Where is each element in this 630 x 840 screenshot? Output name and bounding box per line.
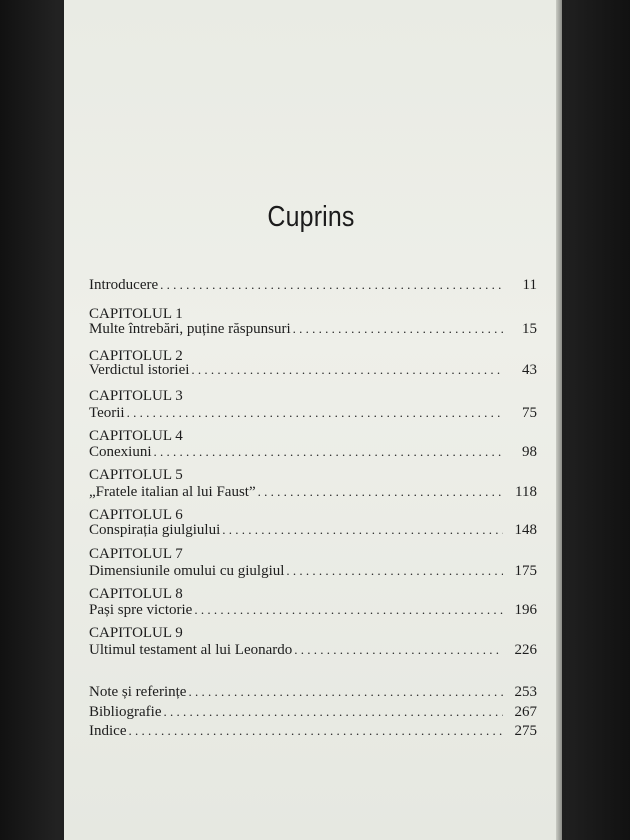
toc-page-number: 118 xyxy=(515,484,537,500)
toc-entry-chapter xyxy=(89,562,537,580)
toc-entry-label: Bibliografie xyxy=(89,704,162,720)
chapter-heading: CAPITOLUL 8 xyxy=(89,586,183,602)
toc-entry-bibliography xyxy=(89,703,537,721)
toc-page-number: 75 xyxy=(522,405,537,421)
leader-dots xyxy=(191,361,503,379)
toc-entry-label: Conspirația giulgiului xyxy=(89,522,221,538)
chapter-heading: CAPITOLUL 6 xyxy=(89,507,183,523)
toc-entry-chapter xyxy=(89,601,537,619)
leader-dots xyxy=(294,641,503,659)
toc-entry-chapter xyxy=(89,641,537,659)
leader-dots xyxy=(188,683,503,701)
toc-entry-label: Verdictul istoriei xyxy=(89,362,190,378)
toc-entry-label: Conexiuni xyxy=(89,444,152,460)
chapter-heading: CAPITOLUL 2 xyxy=(89,348,183,364)
toc-page-number: 15 xyxy=(522,321,537,337)
toc-entry-label: Multe întrebări, puține răspunsuri xyxy=(89,321,291,337)
toc-page-number: 148 xyxy=(514,522,537,538)
toc-entry-chapter xyxy=(89,443,537,461)
page-title: Cuprins xyxy=(267,201,355,233)
toc-entry-label: Note și referințe xyxy=(89,684,187,700)
toc-entry-notes xyxy=(89,683,537,701)
toc-entry-label: Pași spre victorie xyxy=(89,602,193,618)
toc-entry-chapter xyxy=(89,521,537,539)
toc-entry-chapter xyxy=(89,320,537,338)
toc-page-number: 275 xyxy=(514,723,537,739)
leader-dots xyxy=(286,562,503,580)
toc-page-number: 196 xyxy=(514,602,537,618)
chapter-heading: CAPITOLUL 9 xyxy=(89,625,183,641)
chapter-heading: CAPITOLUL 3 xyxy=(89,388,183,404)
toc-page-number: 267 xyxy=(514,704,537,720)
toc-entry-label: Ultimul testament al lui Leonardo xyxy=(89,642,293,658)
toc-page-number: 226 xyxy=(514,642,537,658)
page-edge xyxy=(556,0,562,840)
leader-dots xyxy=(154,443,504,461)
toc-entry-index xyxy=(89,722,537,740)
toc-page-number: 175 xyxy=(514,563,537,579)
toc-page-number: 11 xyxy=(522,277,537,293)
toc-entry-label: Introducere xyxy=(89,277,159,293)
chapter-heading: CAPITOLUL 1 xyxy=(89,306,183,322)
leader-dots xyxy=(222,521,503,539)
chapter-heading: CAPITOLUL 5 xyxy=(89,467,183,483)
chapter-heading: CAPITOLUL 4 xyxy=(89,428,183,444)
toc-entry-chapter xyxy=(89,404,537,422)
toc-entry-label: Indice xyxy=(89,723,127,739)
toc-entry-label: „Fratele italian al lui Faust” xyxy=(89,484,256,500)
toc-entry-label: Teorii xyxy=(89,405,125,421)
leader-dots xyxy=(293,320,503,338)
leader-dots xyxy=(128,722,503,740)
toc-entry-chapter xyxy=(89,483,537,501)
leader-dots xyxy=(127,404,503,422)
toc-entry-label: Dimensiunile omului cu giulgiul xyxy=(89,563,285,579)
book-page xyxy=(64,0,558,840)
toc-page-number: 253 xyxy=(514,684,537,700)
toc-entry-chapter xyxy=(89,361,537,379)
leader-dots xyxy=(258,483,503,501)
toc-page-number: 98 xyxy=(522,444,537,460)
leader-dots xyxy=(160,276,503,294)
leader-dots xyxy=(163,703,503,721)
leader-dots xyxy=(194,601,503,619)
chapter-heading: CAPITOLUL 7 xyxy=(89,546,183,562)
toc-entry-introduction xyxy=(89,276,537,294)
toc-page-number: 43 xyxy=(522,362,537,378)
